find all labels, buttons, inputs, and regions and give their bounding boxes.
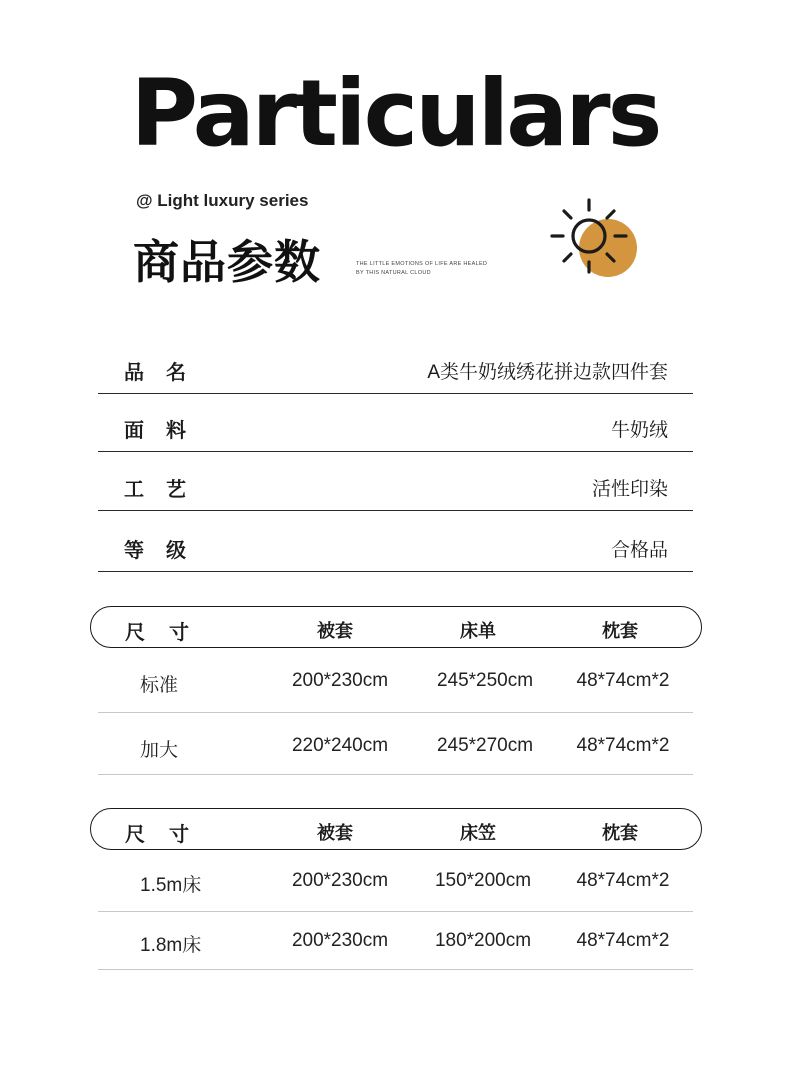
cell-pillowcase: 48*74cm*2 [576,870,670,891]
header-sheet: 床单 [460,621,496,641]
info-row-fabric [98,394,693,452]
section-title: 商品参数 [133,235,321,289]
table-row [98,713,693,775]
size-table-1 [90,606,702,775]
cell-pillowcase: 48*74cm*2 [576,930,670,951]
cell-pillowcase: 48*74cm*2 [576,735,670,756]
info-value: A类牛奶绒绣花拼边款四件套 [427,362,668,383]
cell-duvet: 200*230cm [291,930,389,951]
header-pillowcase: 枕套 [602,823,638,843]
info-value: 牛奶绒 [610,420,668,441]
cell-pillowcase: 48*74cm*2 [576,670,670,691]
sun-icon [548,196,644,286]
cell-size: 加大 [140,740,179,761]
info-row-craft [98,452,693,511]
tagline-line-1: THE LITTLE EMOTIONS OF LIFE ARE HEALED [356,261,488,267]
cell-sheet: 245*250cm [436,670,534,691]
size-table-2 [90,808,702,970]
header-fitted-sheet: 床笠 [460,823,496,843]
info-list [98,336,693,572]
header-size: 尺寸 [125,622,213,644]
tagline-line-2: BY THIS NATURAL CLOUD [356,270,431,276]
info-label: 工艺 [124,479,208,501]
page-title: Particulars [130,60,660,167]
header-size: 尺寸 [125,824,213,846]
table-header [90,606,702,648]
header-pillowcase: 枕套 [602,621,638,641]
cell-duvet: 220*240cm [291,735,389,756]
header-duvet: 被套 [317,621,353,641]
cell-sheet: 245*270cm [436,735,534,756]
info-label: 品名 [124,362,208,384]
info-row-name [98,336,693,394]
table-row [98,850,693,912]
cell-size: 1.5m床 [140,875,202,896]
cell-size: 1.8m床 [140,935,202,956]
table-header [90,808,702,850]
table-row [98,648,693,713]
info-value: 合格品 [610,540,668,561]
info-label: 等级 [124,540,208,562]
cell-size: 标准 [140,675,179,696]
cell-duvet: 200*230cm [291,670,389,691]
info-label: 面料 [124,420,208,442]
info-row-grade [98,511,693,572]
info-value: 活性印染 [591,479,668,500]
table-row [98,912,693,970]
cell-duvet: 200*230cm [291,870,389,891]
header-duvet: 被套 [317,823,353,843]
tagline [356,260,487,278]
cell-fitted-sheet: 180*200cm [434,930,532,951]
cell-fitted-sheet: 150*200cm [434,870,532,891]
series-label: @ Light luxury series [136,191,309,210]
